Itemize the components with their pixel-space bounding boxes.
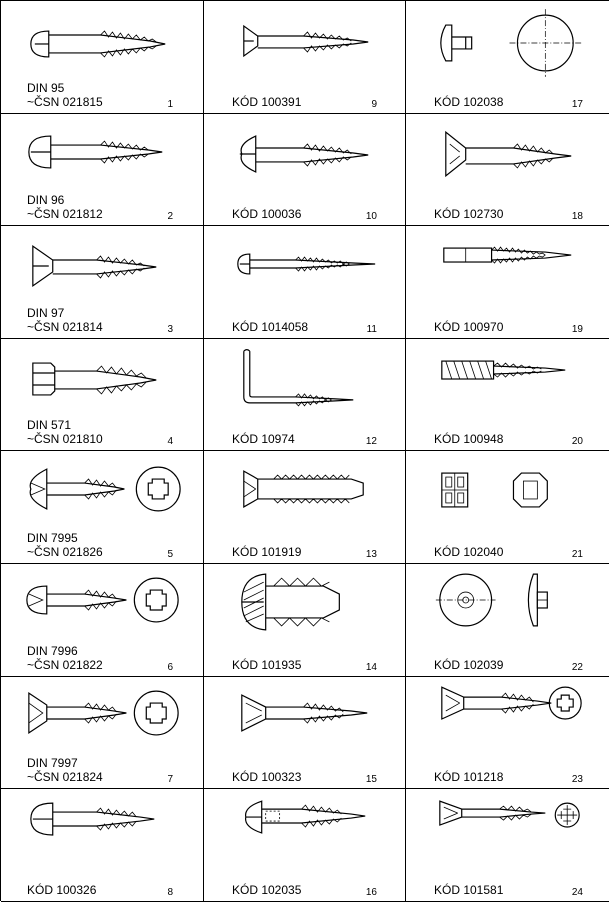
catalog-cell-7 bbox=[1, 677, 204, 790]
countersunk-cross-thin-screw-drawing bbox=[406, 789, 609, 869]
din-label: DIN 96 bbox=[27, 193, 65, 208]
small-round-head-screw-drawing bbox=[204, 226, 405, 306]
product-code: KÓD 100326 bbox=[27, 882, 97, 897]
product-code: KÓD 100036 bbox=[232, 207, 302, 222]
din-label: DIN 571 bbox=[27, 418, 72, 433]
din-label: DIN 7996 bbox=[27, 643, 78, 658]
countersunk-connector-screw-drawing bbox=[204, 451, 405, 531]
catalog-cell-8 bbox=[1, 789, 204, 902]
square-nut-insert-drawing bbox=[406, 451, 609, 531]
cover-cap-drawing bbox=[406, 564, 609, 644]
catalog-cell-21 bbox=[406, 451, 609, 564]
item-number: 15 bbox=[365, 774, 377, 786]
round-head-slotted-screw-drawing bbox=[1, 789, 203, 869]
item-number: 19 bbox=[571, 323, 583, 335]
sectioned-connector-screw-drawing bbox=[204, 564, 405, 644]
product-code: KÓD 100323 bbox=[232, 770, 302, 785]
catalog-cell-20 bbox=[406, 339, 609, 452]
catalog-cell-24 bbox=[406, 789, 609, 902]
countersunk-cross-chipboard-screw-drawing bbox=[406, 677, 609, 757]
catalog-cell-14 bbox=[204, 564, 406, 677]
item-number: 5 bbox=[167, 548, 173, 560]
catalog-cell-13 bbox=[204, 451, 406, 564]
catalog-cell-5 bbox=[1, 451, 204, 564]
catalog-cell-17 bbox=[406, 1, 609, 114]
item-number: 13 bbox=[365, 548, 377, 560]
catalog-cell-11 bbox=[204, 226, 406, 339]
catalog-cell-2 bbox=[1, 114, 204, 227]
item-number: 23 bbox=[571, 774, 583, 786]
raised-countersunk-slotted-wood-screw-drawing bbox=[204, 114, 405, 194]
round-head-cross-screw-drawing bbox=[1, 564, 203, 644]
csn-label: ~ČSN 021810 bbox=[27, 432, 103, 447]
product-code: KÓD 101218 bbox=[434, 770, 504, 785]
product-code: KÓD 102730 bbox=[434, 207, 504, 222]
item-number: 9 bbox=[371, 98, 377, 110]
countersunk-chipboard-screw-drawing bbox=[204, 677, 405, 757]
product-code: KÓD 102038 bbox=[434, 94, 504, 109]
product-code: KÓD 101935 bbox=[232, 657, 302, 672]
product-code: KÓD 100391 bbox=[232, 94, 302, 109]
product-code: KÓD 1014058 bbox=[232, 319, 309, 334]
product-code: KÓD 102035 bbox=[232, 882, 302, 897]
product-code: KÓD 101581 bbox=[434, 882, 504, 897]
catalog-cell-9 bbox=[204, 1, 406, 114]
product-code: KÓD 102040 bbox=[434, 544, 504, 559]
product-code: KÓD 100970 bbox=[434, 319, 504, 334]
din-label: DIN 7997 bbox=[27, 756, 78, 771]
item-number: 6 bbox=[167, 661, 173, 673]
l-hook-screw-drawing bbox=[204, 339, 405, 419]
csn-label: ~ČSN 021824 bbox=[27, 770, 103, 785]
item-number: 4 bbox=[167, 436, 173, 448]
item-number: 12 bbox=[365, 436, 377, 448]
catalog-cell-10 bbox=[204, 114, 406, 227]
catalog-cell-16 bbox=[204, 789, 406, 902]
csn-label: ~ČSN 021814 bbox=[27, 319, 103, 334]
product-code: KÓD 101919 bbox=[232, 544, 302, 559]
item-number: 21 bbox=[571, 548, 583, 560]
item-number: 11 bbox=[366, 323, 377, 335]
hex-head-wood-screw-drawing bbox=[1, 339, 203, 419]
catalog-cell-3 bbox=[1, 226, 204, 339]
item-number: 1 bbox=[167, 98, 173, 110]
item-number: 22 bbox=[571, 661, 583, 673]
catalog-cell-6 bbox=[1, 564, 204, 677]
item-number: 10 bbox=[365, 211, 377, 223]
din-label: DIN 97 bbox=[27, 305, 65, 320]
catalog-cell-18 bbox=[406, 114, 609, 227]
round-head-slotted-wood-screw-drawing bbox=[1, 114, 203, 194]
din-label: DIN 95 bbox=[27, 80, 65, 95]
item-number: 18 bbox=[571, 211, 583, 223]
connector-cap-drawing bbox=[406, 1, 609, 81]
item-number: 17 bbox=[571, 98, 583, 110]
catalog-cell-12 bbox=[204, 339, 406, 452]
raised-head-slotted-screw-drawing bbox=[204, 789, 405, 869]
item-number: 2 bbox=[167, 211, 173, 223]
product-code: KÓD 10974 bbox=[232, 432, 295, 447]
din-label: DIN 7995 bbox=[27, 530, 78, 545]
catalog-cell-1 bbox=[1, 1, 204, 114]
catalog-cell-4 bbox=[1, 339, 204, 452]
item-number: 7 bbox=[167, 774, 173, 786]
countersunk-slotted-wood-screw-drawing bbox=[204, 1, 405, 81]
product-code: KÓD 102039 bbox=[434, 657, 504, 672]
csn-label: ~ČSN 021815 bbox=[27, 94, 103, 109]
dowel-screw-drawing bbox=[406, 226, 609, 306]
catalog-cell-23 bbox=[406, 677, 609, 790]
countersunk-cross-head-screw-drawing bbox=[1, 677, 203, 757]
item-number: 14 bbox=[365, 661, 377, 673]
countersunk-slotted-wood-screw-drawing bbox=[1, 226, 203, 306]
product-code: KÓD 100948 bbox=[434, 432, 504, 447]
catalog-cell-15 bbox=[204, 677, 406, 790]
item-number: 20 bbox=[571, 436, 583, 448]
item-number: 8 bbox=[167, 886, 173, 898]
catalog-cell-22 bbox=[406, 564, 609, 677]
threaded-insert-screw-drawing bbox=[406, 339, 609, 419]
csn-label: ~ČSN 021812 bbox=[27, 207, 103, 222]
item-number: 3 bbox=[167, 323, 173, 335]
csn-label: ~ČSN 021822 bbox=[27, 657, 103, 672]
csn-label: ~ČSN 021826 bbox=[27, 544, 103, 559]
countersunk-chipboard-screw-drawing bbox=[406, 114, 609, 194]
round-head-slotted-wood-screw-drawing bbox=[1, 1, 203, 81]
item-number: 24 bbox=[571, 886, 583, 898]
catalog-cell-19 bbox=[406, 226, 609, 339]
item-number: 16 bbox=[365, 886, 377, 898]
raised-countersunk-cross-head-screw-drawing bbox=[1, 451, 203, 531]
